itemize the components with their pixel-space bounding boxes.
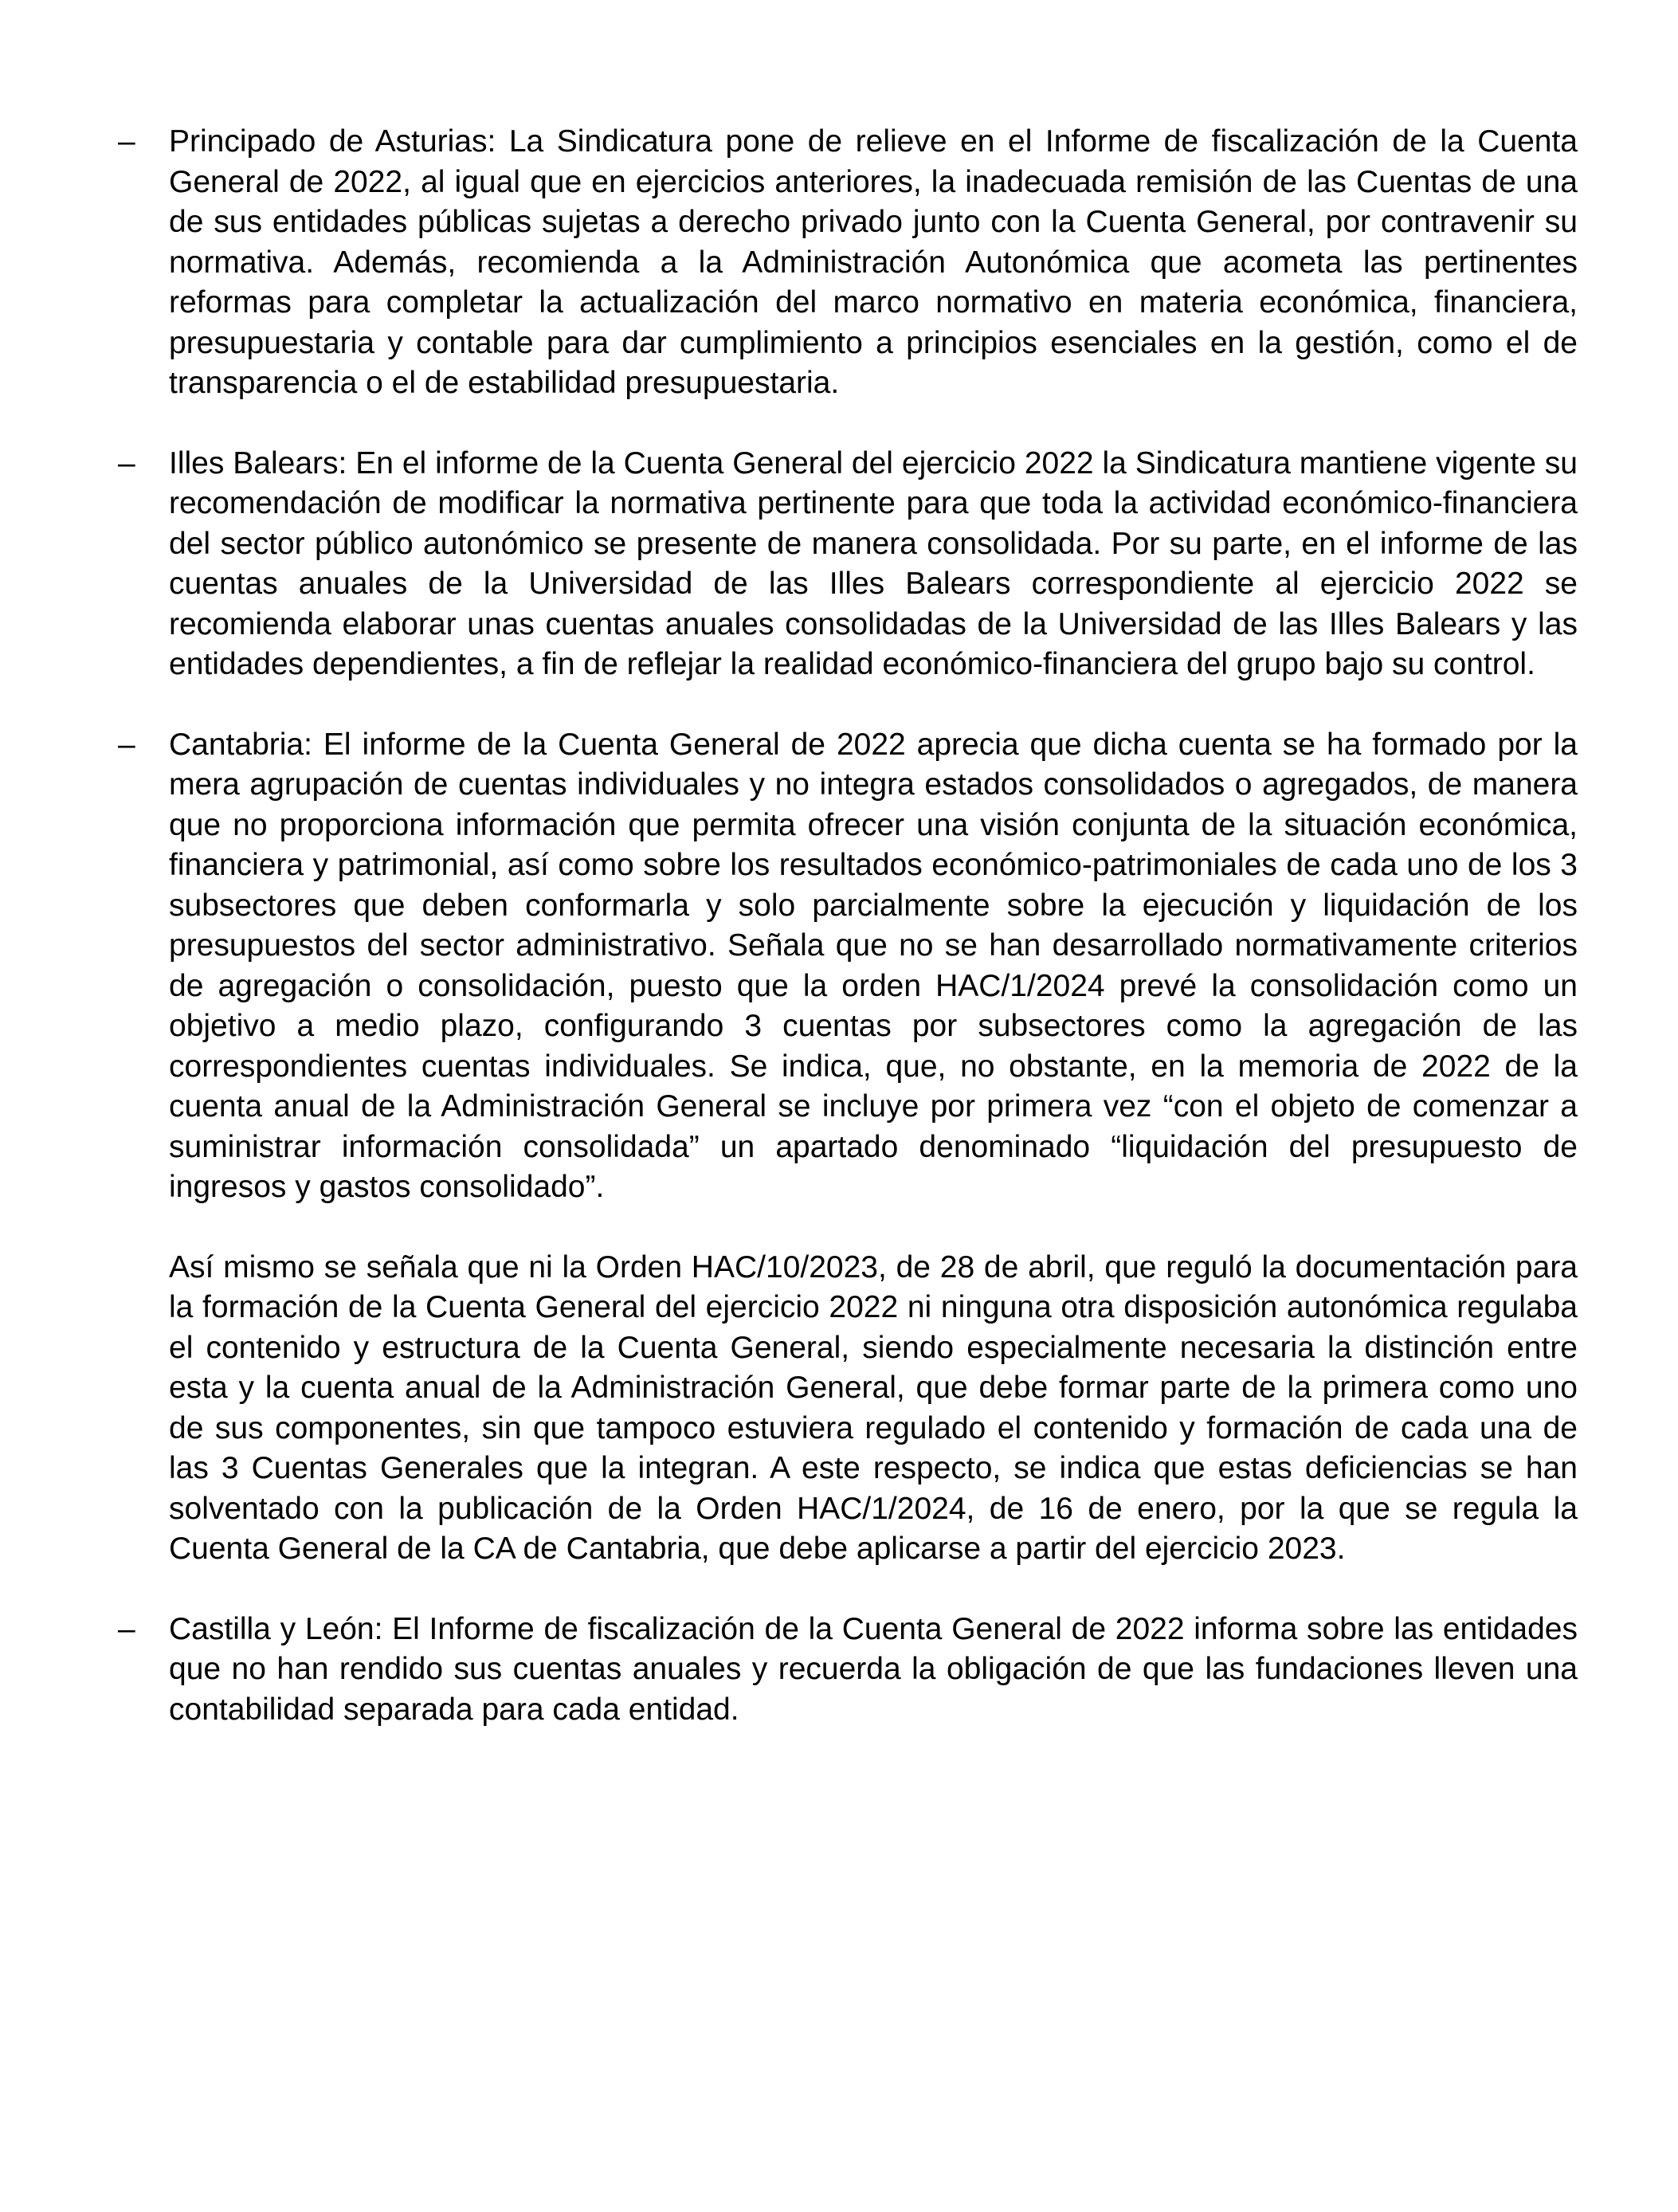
list-item-asturias: [118, 122, 1578, 404]
bullet-dash: –: [118, 445, 135, 480]
bullet-dash: –: [118, 1611, 135, 1646]
document-body: [118, 122, 1578, 1730]
bullet-dash: –: [118, 727, 135, 762]
list-item-castilla-y-leon: [118, 1610, 1578, 1731]
paragraph-castilla-y-leon: Castilla y León: El Informe de fiscalización de la Cuenta General de 2022 informa sobre las entidades que no han rendido sus cuentas anuales y recuerda la obligación de que las fundaciones lleven una contabilidad separada para cada entidad.: [169, 1611, 1578, 1727]
paragraph-cantabria-1: Cantabria: El informe de la Cuenta General de 2022 aprecia que dicha cuenta se ha formado por la mera agrupación de cuentas individuales y no integra estados consolidados o agregados, de manera que no proporciona información que permita ofrecer una visión conjunta de la situación económica, financiera y patrimonial, así como sobre los resultados económico-patrimoniales de cada uno de los 3 subsectores que deben conformarla y solo parcialmente sobre la ejecución y liquidación de los presupuestos del sector administrativo. Señala que no se han desarrollado normativamente criterios de agregación o consolidación, puesto que la orden HAC/1/2024 prevé la consolidación como un objetivo a medio plazo, configurando 3 cuentas por subsectores como la agregación de las correspondientes cuentas individuales. Se indica, que, no obstante, en la memoria de 2022 de la cuenta anual de la Administración General se incluye por primera vez “con el objeto de comenzar a suministrar información consolidada” un apartado denominado “liquidación del presupuesto de ingresos y gastos consolidado”.: [169, 727, 1578, 1204]
paragraph-illes-balears: Illes Balears: En el informe de la Cuenta General del ejercicio 2022 la Sindicatura mantiene vigente su recomendación de modificar la normativa pertinente para que toda la actividad económico-financiera del sector público autonómico se presente de manera consolidada. Por su parte, en el informe de las cuentas anuales de la Universidad de las Illes Balears correspondiente al ejercicio 2022 se recomienda elaborar unas cuentas anuales consolidadas de la Universidad de las Illes Balears y las entidades dependientes, a fin de reflejar la realidad económico-financiera del grupo bajo su control.: [169, 445, 1578, 681]
paragraph-asturias: Principado de Asturias: La Sindicatura pone de relieve en el Informe de fiscalización de la Cuenta General de 2022, al igual que en ejercicios anteriores, la inadecuada remisión de las Cuentas de una de sus entidades públicas sujetas a derecho privado junto con la Cuenta General, por contravenir su normativa. Además, recomienda a la Administración Autonómica que acometa las pertinentes reformas para completar la actualización del marco normativo en materia económica, financiera, presupuestaria y contable para dar cumplimiento a principios esenciales en la gestión, como el de transparencia o el de estabilidad presupuestaria.: [169, 124, 1578, 400]
list-item-illes-balears: [118, 444, 1578, 685]
paragraph-cantabria-2: Así mismo se señala que ni la Orden HAC/10/2023, de 28 de abril, que reguló la documentación para la formación de la Cuenta General del ejercicio 2022 ni ninguna otra disposición autonómica regulaba el contenido y estructura de la Cuenta General, siendo especialmente necesaria la distinción entre esta y la cuenta anual de la Administración General, que debe formar parte de la primera como uno de sus componentes, sin que tampoco estuviera regulado el contenido y formación de cada una de las 3 Cuentas Generales que la integran. A este respecto, se indica que estas deficiencias se han solventado con la publicación de la Orden HAC/1/2024, de 16 de enero, por la que se regula la Cuenta General de la CA de Cantabria, que debe aplicarse a partir del ejercicio 2023.: [169, 1249, 1578, 1566]
list-item-cantabria: [118, 725, 1578, 1570]
bullet-dash: –: [118, 124, 135, 159]
